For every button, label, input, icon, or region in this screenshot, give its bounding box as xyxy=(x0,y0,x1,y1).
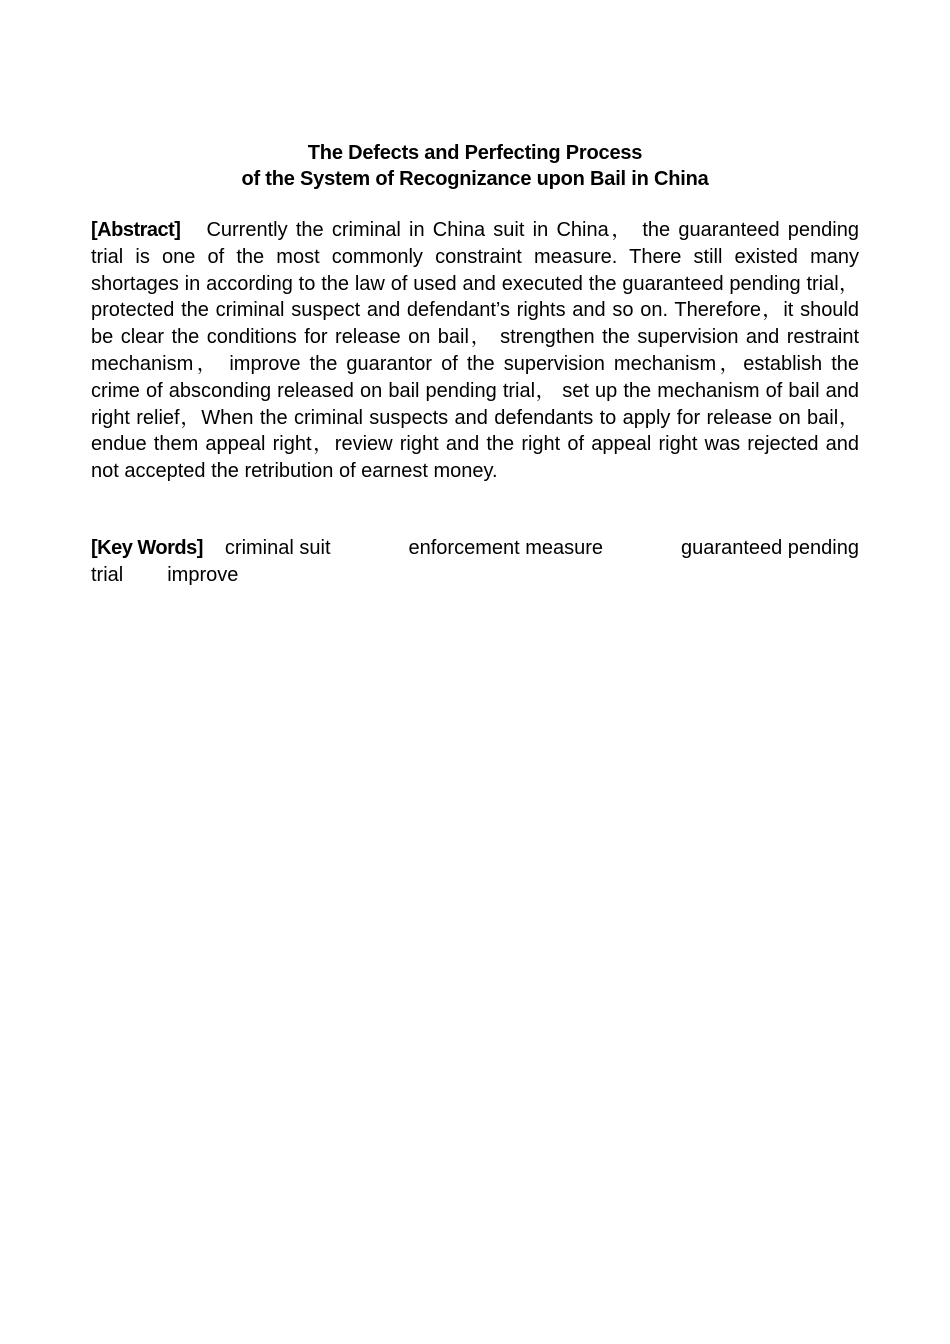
document-title xyxy=(91,140,859,192)
keyword-item: trial xyxy=(91,564,124,586)
keywords-row-2 xyxy=(91,562,859,589)
keyword-item: enforcement measure xyxy=(408,537,604,559)
keyword-item: guaranteed pending xyxy=(681,537,859,559)
keywords-label-group xyxy=(91,535,331,562)
keywords-label: [Key Words] xyxy=(91,537,203,559)
keyword-item: improve xyxy=(167,564,239,586)
keywords-section xyxy=(91,535,859,589)
abstract-label: [Abstract] xyxy=(91,219,181,241)
abstract-text: Currently the criminal in China suit in China， the guaranteed pending trial is one of the most commonly constraint measure. There still existed many shortages in according to the law of used and executed the guaranteed pending trial， protected the criminal suspect and defendant’s rights and so on. Therefore，it should be clear the conditions for release on bail， strengthen the supervision and restraint mechanism， improve the guarantor of the supervision mechanism，establish the crime of absconding released on bail pending trial， set up the mechanism of bail and right relief，When the criminal suspects and defendants to apply for release on bail，endue them appeal right，review right and the right of appeal right was rejected and not accepted the retribution of earnest money. xyxy=(91,219,859,483)
keyword-item: criminal suit xyxy=(224,537,331,559)
abstract-paragraph xyxy=(91,217,859,485)
title-line-1: The Defects and Perfecting Process xyxy=(307,142,643,164)
title-line-2: of the System of Recognizance upon Bail in China xyxy=(241,168,709,190)
keywords-row-1 xyxy=(91,535,859,562)
